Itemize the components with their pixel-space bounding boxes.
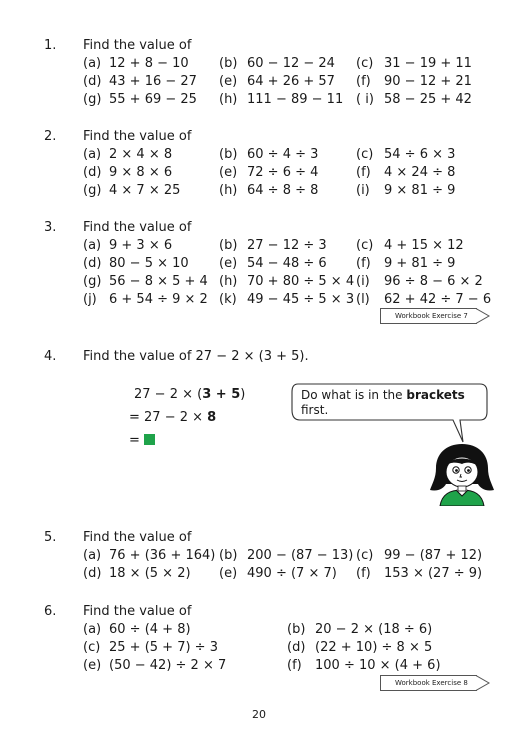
q5-number: 5. (44, 530, 57, 545)
answer-square (144, 434, 155, 445)
q2-item-label: (b) (219, 147, 238, 162)
workbook-label-8: Workbook Exercise 8 (380, 675, 477, 691)
q3-item-label: (g) (83, 274, 102, 289)
q6-item-label: (a) (83, 622, 102, 637)
q2-item-expression: 4 × 24 ÷ 8 (384, 165, 456, 180)
q1-item-label: (d) (83, 74, 102, 89)
q1-item-expression: 58 − 25 + 42 (384, 92, 472, 107)
q6-item-expression: 100 ÷ 10 × (4 + 6) (315, 658, 441, 673)
q2-item-label: (a) (83, 147, 102, 162)
q4-step-1-bold: 3 + 5 (202, 387, 241, 402)
q6-item-expression: 20 − 2 × (18 ÷ 6) (315, 622, 433, 637)
q1-item-expression: 12 + 8 − 10 (109, 56, 189, 71)
tag-arrow-icon (476, 308, 490, 324)
bubble-line-1 (301, 388, 465, 403)
q5-item-expression: 18 × (5 × 2) (109, 566, 191, 581)
q6-item-expression: 60 ÷ (4 + 8) (109, 622, 191, 637)
q2-item-expression: 72 ÷ 6 ÷ 4 (247, 165, 319, 180)
q3-item-label: (e) (219, 256, 238, 271)
q1-item-label: (e) (219, 74, 238, 89)
q4-step-3 (129, 433, 155, 449)
q1-item-expression: 111 − 89 − 11 (247, 92, 344, 107)
q3-item-expression: 9 + 3 × 6 (109, 238, 173, 253)
q3-item-expression: 9 + 81 ÷ 9 (384, 256, 456, 271)
q1-item-expression: 60 − 12 − 24 (247, 56, 335, 71)
q4-step-2 (129, 410, 216, 426)
q3-item-label: (j) (83, 292, 97, 307)
q4-step-1 (134, 387, 245, 403)
q5-item-label: (e) (219, 566, 238, 581)
q1-item-expression: 90 − 12 + 21 (384, 74, 472, 89)
q4-step-2-pre: = 27 − 2 × (129, 410, 208, 425)
q2-item-label: (g) (83, 183, 102, 198)
q1-item-expression: 64 + 26 + 57 (247, 74, 335, 89)
q3-item-label: (d) (83, 256, 102, 271)
q6-item-label: (e) (83, 658, 102, 673)
q4-step-1-post: ) (240, 387, 246, 402)
q1-item-expression: 43 + 16 − 27 (109, 74, 197, 89)
q3-item-label: (h) (219, 274, 238, 289)
q5-item-label: (b) (219, 548, 238, 563)
q1-item-label: (h) (219, 92, 238, 107)
q2-item-label: (c) (356, 147, 374, 162)
q2-item-label: (i) (356, 183, 370, 198)
q3-item-expression: 80 − 5 × 10 (109, 256, 189, 271)
q3-item-expression: 70 + 80 ÷ 5 × 4 (247, 274, 355, 289)
q4-step-3-equals: = (129, 433, 140, 448)
page-number: 20 (252, 708, 266, 721)
q6-item-expression: (50 − 42) ÷ 2 × 7 (109, 658, 227, 673)
q5-item-expression: 200 − (87 − 13) (247, 548, 354, 563)
q2-item-expression: 9 × 8 × 6 (109, 165, 173, 180)
q3-item-expression: 96 ÷ 8 − 6 × 2 (384, 274, 483, 289)
q3-item-label: (l) (356, 292, 370, 307)
q1-item-label: (b) (219, 56, 238, 71)
q1-item-label: (g) (83, 92, 102, 107)
q6-item-label: (f) (287, 658, 302, 673)
q6-item-expression: 25 + (5 + 7) ÷ 3 (109, 640, 218, 655)
q1-item-label: ( i) (356, 92, 374, 107)
q3-item-expression: 56 − 8 × 5 + 4 (109, 274, 208, 289)
q1-prompt: Find the value of (83, 38, 192, 53)
q1-item-label: (c) (356, 56, 374, 71)
q3-number: 3. (44, 220, 57, 235)
q3-item-expression: 4 + 15 × 12 (384, 238, 464, 253)
q5-item-expression: 153 × (27 ÷ 9) (384, 566, 483, 581)
q5-item-label: (d) (83, 566, 102, 581)
q5-item-label: (a) (83, 548, 102, 563)
q2-item-label: (h) (219, 183, 238, 198)
q3-prompt: Find the value of (83, 220, 192, 235)
q4-prompt: Find the value of 27 − 2 × (3 + 5). (83, 349, 309, 364)
bubble-line-2: first. (301, 403, 329, 417)
girl-illustration (428, 440, 496, 506)
q6-item-label: (b) (287, 622, 306, 637)
q6-item-expression: (22 + 10) ÷ 8 × 5 (315, 640, 433, 655)
q1-item-label: (f) (356, 74, 371, 89)
q1-number: 1. (44, 38, 57, 53)
bubble-text-pre: Do what is in the (301, 388, 407, 402)
q5-item-expression: 76 + (36 + 164) (109, 548, 216, 563)
q2-item-expression: 60 ÷ 4 ÷ 3 (247, 147, 319, 162)
q2-item-label: (d) (83, 165, 102, 180)
q2-item-expression: 64 ÷ 8 ÷ 8 (247, 183, 319, 198)
q3-item-expression: 54 − 48 ÷ 6 (247, 256, 327, 271)
q1-item-expression: 55 + 69 − 25 (109, 92, 197, 107)
q2-item-label: (f) (356, 165, 371, 180)
workbook-tag-8 (380, 675, 490, 691)
q2-item-expression: 4 × 7 × 25 (109, 183, 181, 198)
workbook-label-7: Workbook Exercise 7 (380, 308, 477, 324)
q4-number: 4. (44, 349, 57, 364)
q5-item-expression: 99 − (87 + 12) (384, 548, 483, 563)
q1-item-label: (a) (83, 56, 102, 71)
workbook-tag-7 (380, 308, 490, 324)
q6-item-label: (c) (83, 640, 101, 655)
q2-number: 2. (44, 129, 57, 144)
q3-item-label: (f) (356, 256, 371, 271)
q2-item-expression: 9 × 81 ÷ 9 (384, 183, 456, 198)
q2-item-label: (e) (219, 165, 238, 180)
q3-item-expression: 49 − 45 ÷ 5 × 3 (247, 292, 355, 307)
q3-item-expression: 6 + 54 ÷ 9 × 2 (109, 292, 208, 307)
q5-item-label: (c) (356, 548, 374, 563)
q2-item-expression: 54 ÷ 6 × 3 (384, 147, 456, 162)
q5-item-label: (f) (356, 566, 371, 581)
q4-step-2-bold: 8 (207, 410, 217, 425)
q3-item-label: (c) (356, 238, 374, 253)
q4-step-1-pre: 27 − 2 × ( (134, 387, 203, 402)
q3-item-label: (a) (83, 238, 102, 253)
q6-number: 6. (44, 604, 57, 619)
q6-item-label: (d) (287, 640, 306, 655)
q2-item-expression: 2 × 4 × 8 (109, 147, 173, 162)
q5-prompt: Find the value of (83, 530, 192, 545)
q1-item-expression: 31 − 19 + 11 (384, 56, 472, 71)
q3-item-label: (b) (219, 238, 238, 253)
q2-prompt: Find the value of (83, 129, 192, 144)
bubble-text-bold: brackets (406, 388, 465, 402)
tag-arrow-icon (476, 675, 490, 691)
q3-item-expression: 62 + 42 ÷ 7 − 6 (384, 292, 492, 307)
q3-item-expression: 27 − 12 ÷ 3 (247, 238, 327, 253)
q5-item-expression: 490 ÷ (7 × 7) (247, 566, 337, 581)
q3-item-label: (k) (219, 292, 237, 307)
q6-prompt: Find the value of (83, 604, 192, 619)
q3-item-label: (i) (356, 274, 370, 289)
